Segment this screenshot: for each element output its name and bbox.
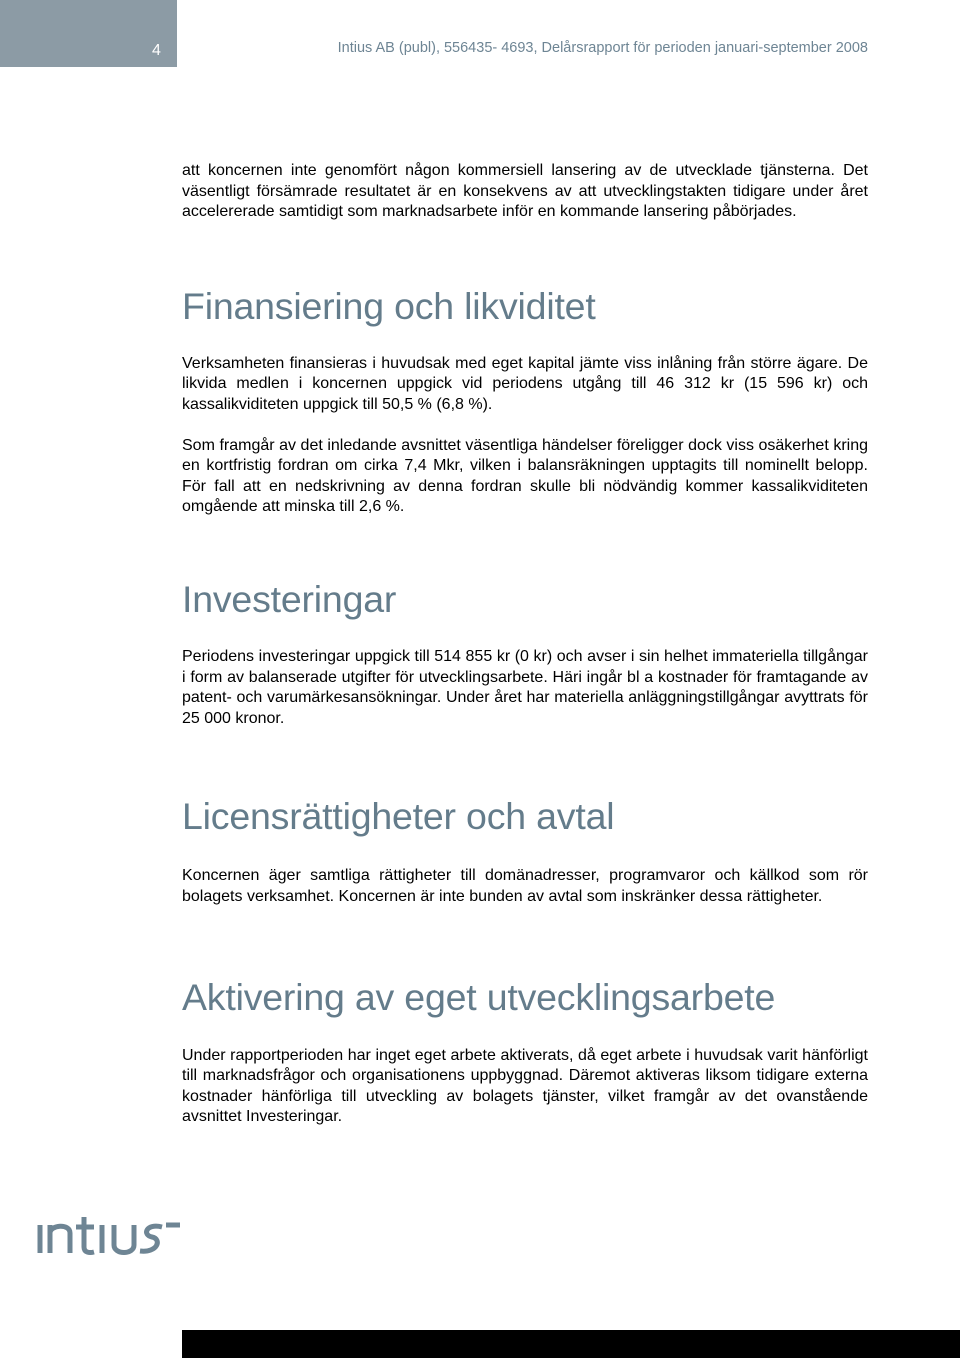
- investments-heading: Investeringar: [182, 577, 397, 620]
- activation-heading: Aktivering av eget utvecklingsarbete: [182, 975, 776, 1018]
- investments-paragraph: Periodens investeringar uppgick till 514 855 kr (0 kr) och avser i sin helhet immateriella tillgångar i form av balanserade utgifter för utvecklingsarbete. Häri ingår bl a kostnader för framtagande av patent- och varumärkesansökningar. Under året har materiella anläggningstillgångar avyttrats för 25 000 kronor.: [182, 647, 868, 727]
- financing-heading: Finansiering och likviditet: [182, 284, 596, 327]
- footer-bar: [182, 1330, 960, 1358]
- financing-paragraph-1: Verksamheten finansieras i huvudsak med eget kapital jämte viss inlåning från större ägare. De likvida medlen i koncernen uppgick vid periodens utgång till 46 312 kr (15 596 kr) och kassalikviditeten uppgick till 50,5 % (6,8 %).: [182, 354, 868, 413]
- running-header: Intius AB (publ), 556435- 4693, Delårsrapport för perioden januari-september 2008: [337, 40, 868, 56]
- intius-logo: [36, 1213, 186, 1257]
- logo-text: intius: [36, 1213, 39, 1214]
- page-number-box: [0, 0, 177, 67]
- main-content: [182, 161, 868, 1128]
- financing-paragraph-2: Som framgår av det inledande avsnittet väsentliga händelser föreligger dock viss osäkerhet kring en kortfristig fordran om cirka 7,4 Mkr, vilken i balansräkningen upptagits till nominellt belopp. För fall att en nedskrivning av denna fordran skulle bli nödvändig kommer kassalikviditeten omgående att minska till 2,6 %.: [182, 436, 868, 516]
- licenses-heading: Licensrättigheter och avtal: [182, 795, 615, 838]
- activation-paragraph: Under rapportperioden har inget eget arbete aktiverats, då eget arbete i huvudsak varit hänförligt till marknadsfrågor och organisationens uppbyggnad. Däremot aktiveras liksom tidigare externa kostnader hänförliga till utveckling av bolagets tjänster, vilket framgår av det ovanstående avsnittet Investeringar.: [182, 1046, 868, 1126]
- page-number: 4: [152, 42, 161, 59]
- licenses-paragraph: Koncernen äger samtliga rättigheter till domänadresser, programvaror och källkod som rör bolagets verksamhet. Koncernen är inte bunden av avtal som inskränker dessa rättigheter.: [182, 867, 868, 905]
- intro-paragraph: att koncernen inte genomfört någon kommersiell lansering av de utvecklade tjänsterna. Det väsentligt försämrade resultatet är en konsekvens av att utvecklingstakten tidigare under året accelererade samtidigt som marknadsarbete inför en kommande lansering påbörjades.: [182, 162, 868, 221]
